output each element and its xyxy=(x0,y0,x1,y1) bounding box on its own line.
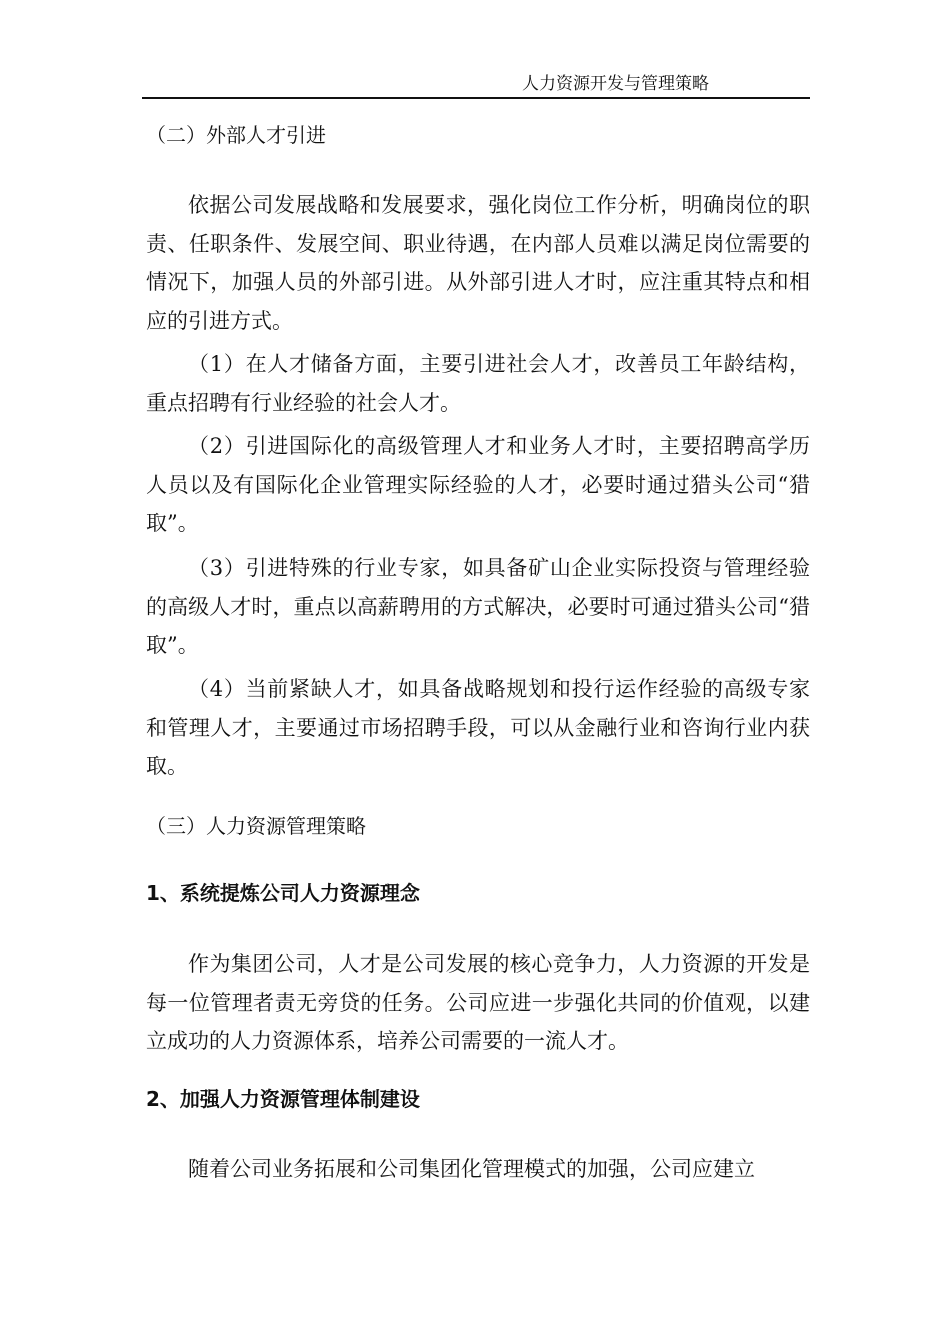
paragraph-hr-system: 随着公司业务拓展和公司集团化管理模式的加强，公司应建立 xyxy=(188,1157,755,1181)
paragraph-item-2: （2）引进国际化的高级管理人才和业务人才时，主要招聘高学历人员以及有国际化企业管理实际经验的人才，必要时通过猎头公司“猎取”。 xyxy=(146,434,810,535)
paragraph-item-3: （3）引进特殊的行业专家，如具备矿山企业实际投资与管理经验的高级人才时，重点以高薪聘用的方式解决，必要时可通过猎头公司“猎取”。 xyxy=(146,556,810,657)
header-divider xyxy=(142,97,810,99)
paragraph-external-intro: 依据公司发展战略和发展要求，强化岗位工作分析，明确岗位的职责、任职条件、发展空间、职业待遇，在内部人员难以满足岗位需要的情况下，加强人员的外部引进。从外部引进人才时，应注重其特点和相应的引进方式。 xyxy=(146,193,810,333)
paragraph-hr-philosophy: 作为集团公司，人才是公司发展的核心竞争力，人力资源的开发是每一位管理者责无旁贷的任务。公司应进一步强化共同的价值观，以建立成功的人力资源体系，培养公司需要的一流人才。 xyxy=(146,952,810,1053)
paragraph-item-1: （1）在人才储备方面，主要引进社会人才，改善员工年龄结构，重点招聘有行业经验的社会人才。 xyxy=(146,352,810,415)
section-heading-external-talent: （二）外部人才引进 xyxy=(146,123,326,147)
section-heading-hr-strategy: （三）人力资源管理策略 xyxy=(146,814,366,838)
subheading-hr-philosophy: 1、系统提炼公司人力资源理念 xyxy=(146,881,420,905)
paragraph-item-4: （4）当前紧缺人才，如具备战略规划和投行运作经验的高级专家和管理人才，主要通过市场招聘手段，可以从金融行业和咨询行业内获取。 xyxy=(146,677,810,778)
subheading-hr-system: 2、加强人力资源管理体制建设 xyxy=(146,1087,420,1111)
running-header: 人力资源开发与管理策略 xyxy=(522,74,709,94)
